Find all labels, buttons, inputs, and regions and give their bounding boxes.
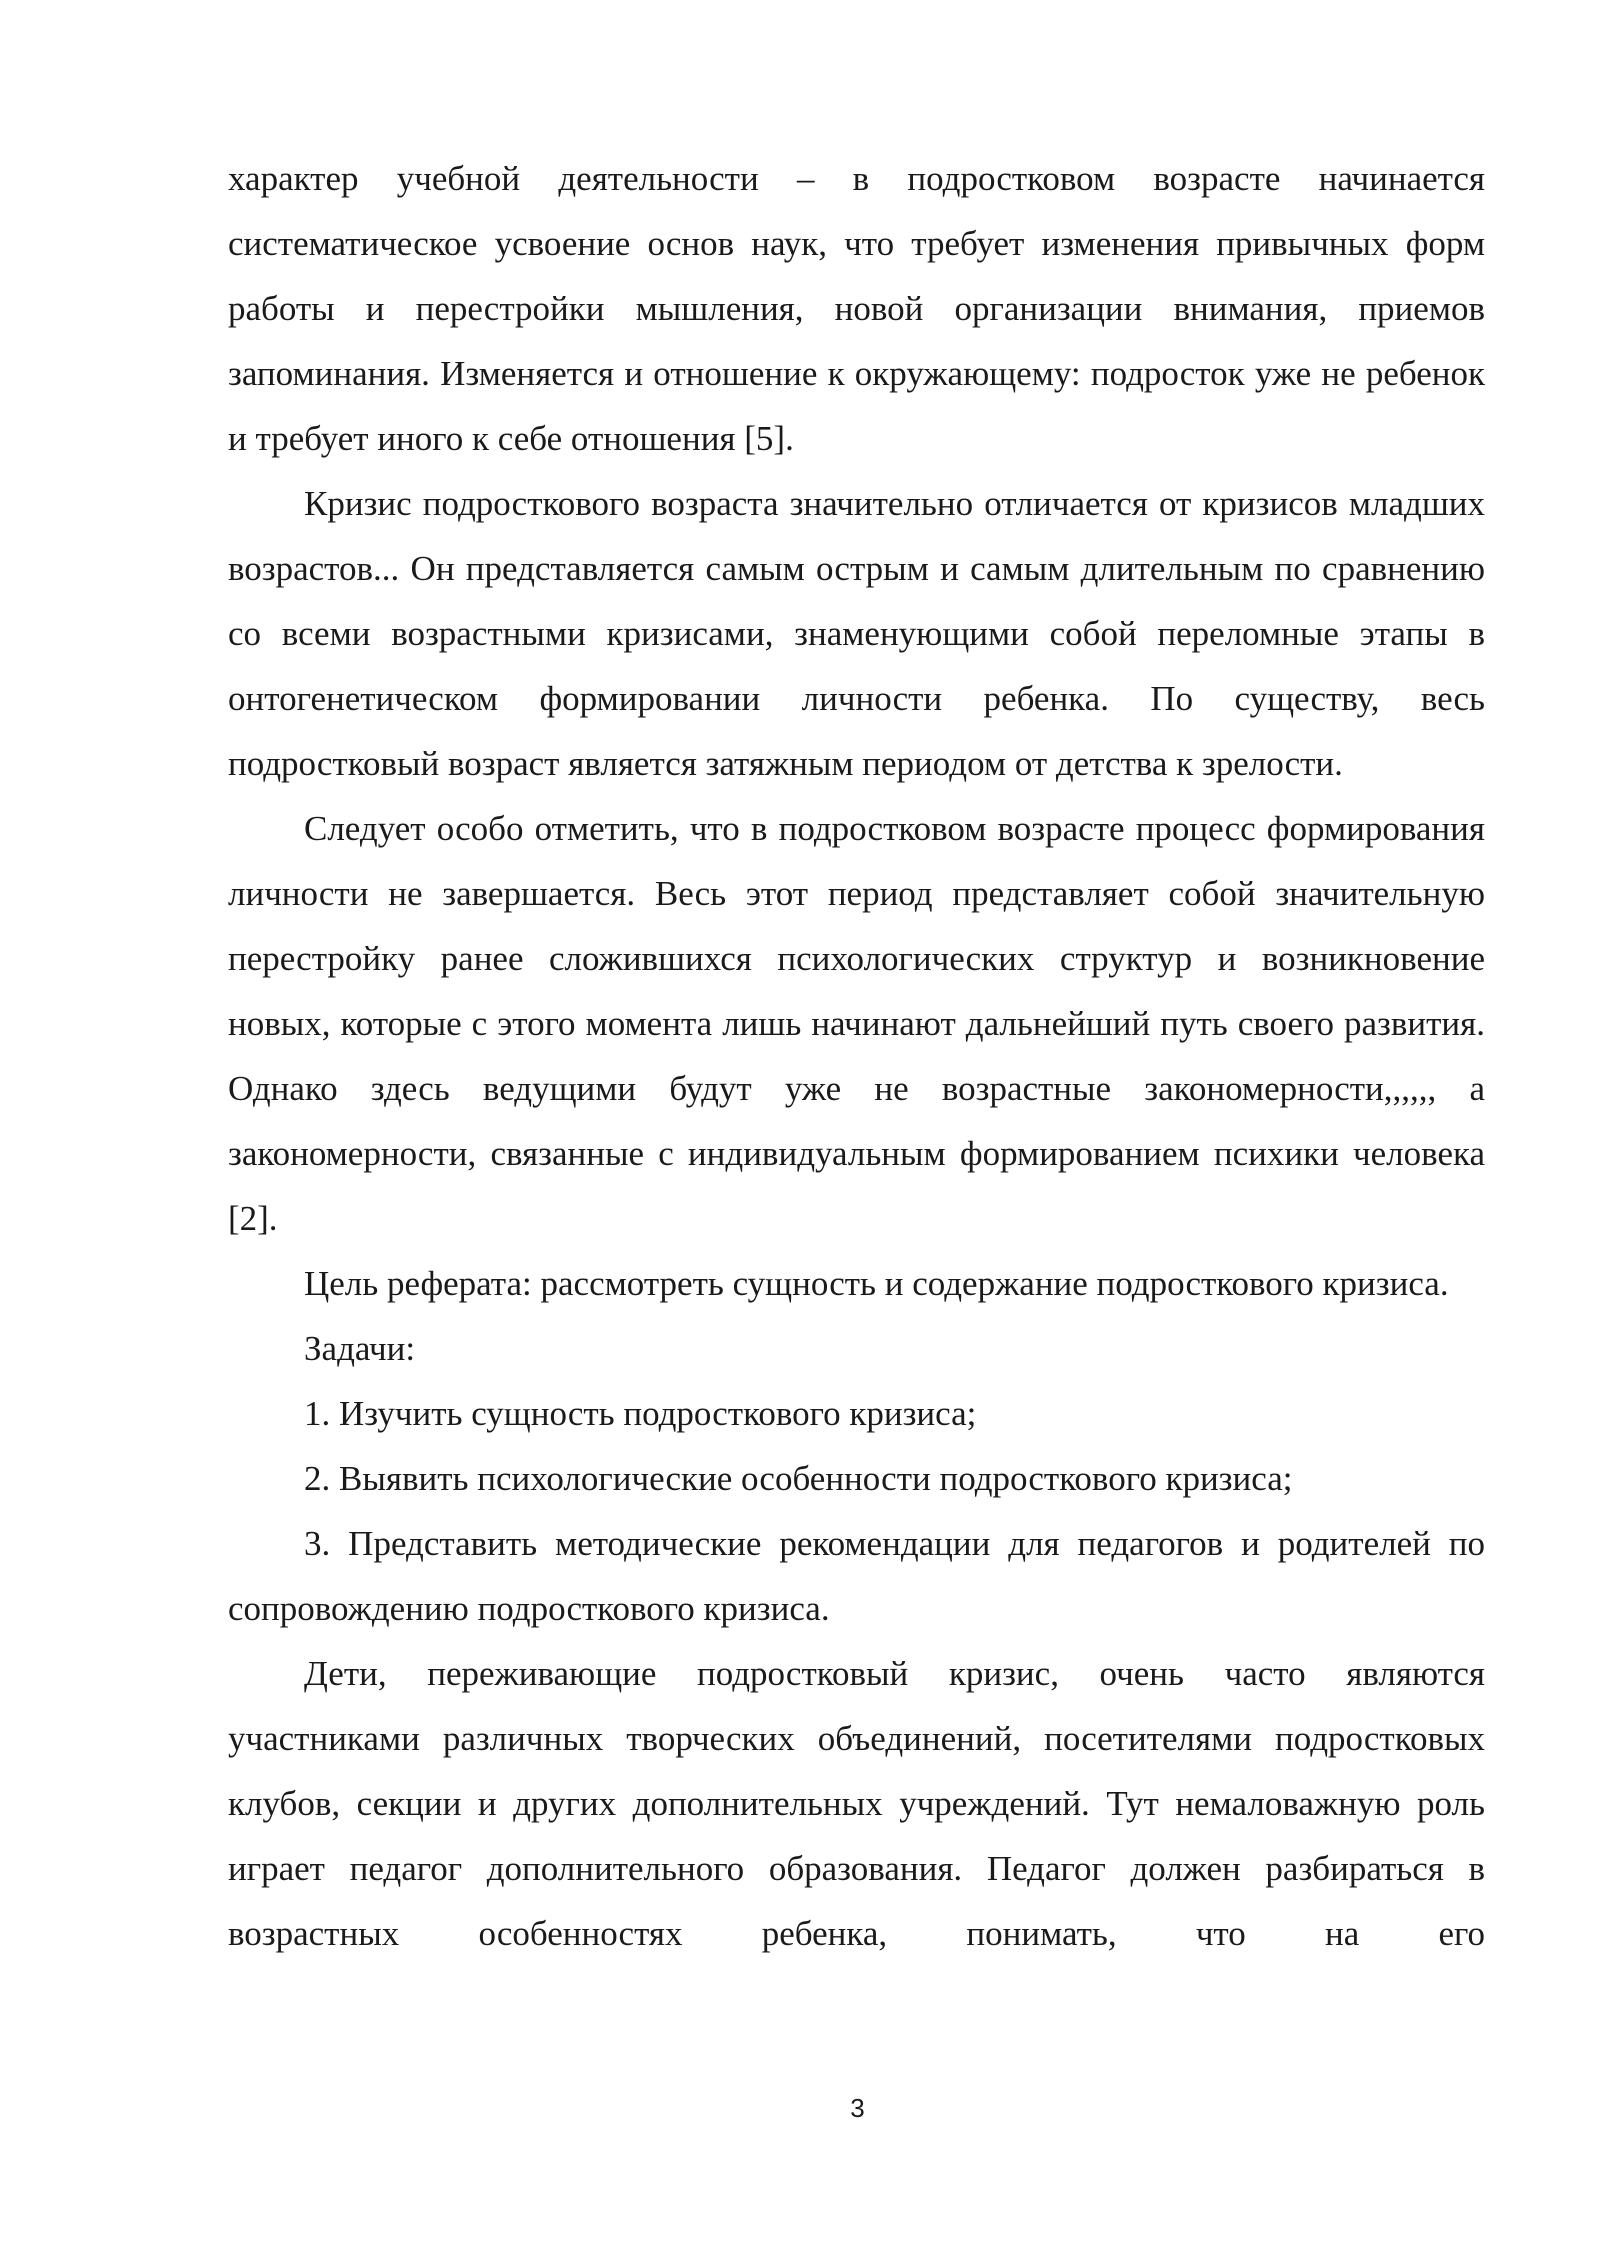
task-item: 3. Представить методические рекомендации для педагогов и родителей по сопровождению подросткового кризиса. <box>228 1524 1485 1628</box>
tasks-heading: Задачи: <box>304 1329 416 1368</box>
task-item: 2. Выявить психологические особенности подросткового кризиса; <box>304 1459 1293 1498</box>
paragraph: Кризис подросткового возраста значительно отличается от кризисов младших возрастов... Он представляется самым острым и самым длительным по сравнению со всеми возрастными кризисами, знаменующими собой переломные этапы в онтогенетическом формировании личности ребенка. По существу, весь подростковый возраст является затяжным периодом от детства к зрелости. <box>228 484 1485 783</box>
paragraph: Дети, переживающие подростковый кризис, очень часто являются участниками различных творческих объединений, посетителями подростковых клубов, секции и других дополнительных учреждений. Тут немаловажную роль играет педагог дополнительного образования. Педагог должен разбираться в возрастных особенностях ребенка, понимать, что на его <box>228 1654 1485 1953</box>
task-item: 1. Изучить сущность подросткового кризиса; <box>304 1394 977 1433</box>
goal-paragraph: Цель реферата: рассмотреть сущность и содержание подросткового кризиса. <box>304 1264 1449 1303</box>
paragraph: характер учебной деятельности – в подростковом возрасте начинается систематическое усвоение основ наук, что требует изменения привычных форм работы и перестройки мышления, новой организации внимания, приемов запоминания. Изменяется и отношение к окружающему: подросток уже не ребенок и требует иного к себе отношения [5]. <box>228 159 1485 458</box>
page-number: 3 <box>850 2093 865 2123</box>
paragraph: Следует особо отметить, что в подростковом возрасте процесс формирования личности не завершается. Весь этот период представляет собой значительную перестройку ранее сложившихся психологических структур и возникновение новых, которые с этого момента лишь начинают дальнейший путь своего развития. Однако здесь ведущими будут уже не возрастные закономерности,,,,,, а закономерности, связанные с индивидуальным формированием психики человека [2]. <box>228 809 1485 1238</box>
body-text <box>228 146 1485 1966</box>
